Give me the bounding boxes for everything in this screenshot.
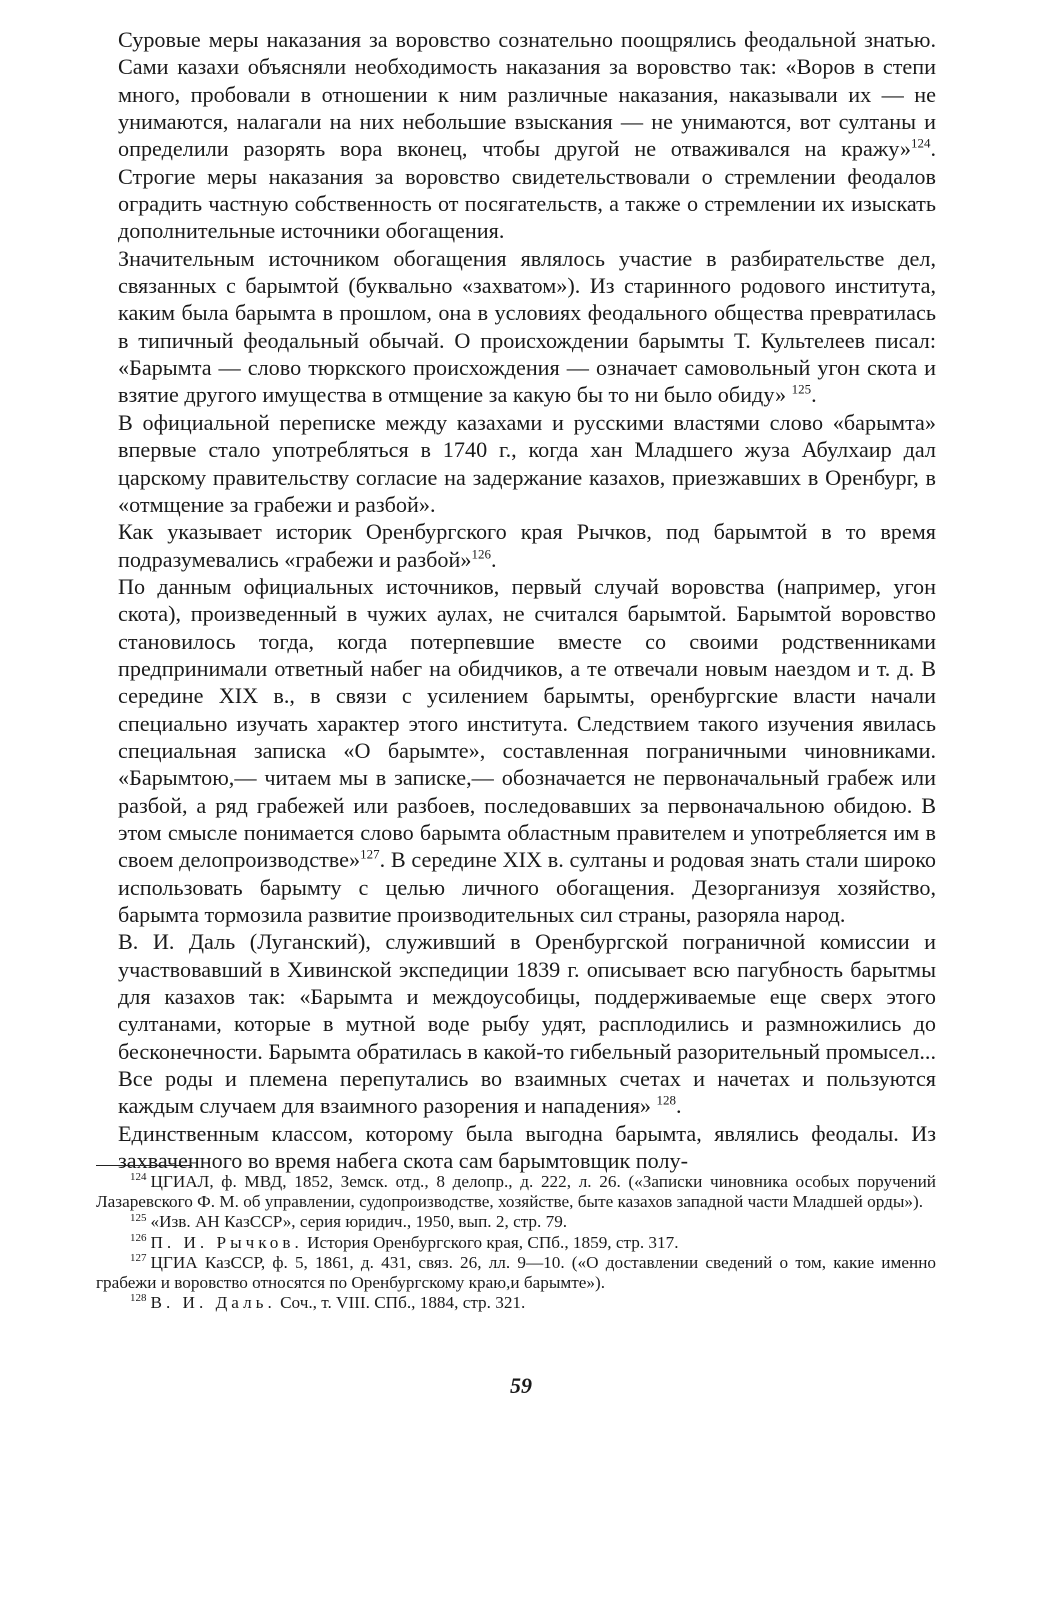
footnote-ref-124: 124 bbox=[910, 135, 931, 151]
footnote-ref-126: 126 bbox=[471, 546, 491, 562]
paragraph-1: Суровые меры наказания за воровство сознательно поощрялись феодальной знатью. Сами казахи объясняли необходимость наказания за воровство так: «Воров в степи много, пробовали в отношении к ним различные наказания, наказывали их — не унимаются, налагали на них небольшие взыскания — не унимаются, вот султаны и определили разорять вора вконец, чтобы другой не отваживался на кражу»$^{124}$. Строгие меры наказания за воровство свидетельствовали о стремлении феодалов оградить частную собственность от посягательств, а также о стремлении их изыскать дополнительные источники обогащения. bbox=[118, 27, 936, 244]
main-text bbox=[118, 26, 936, 1174]
footnote-124: $^{124}$ ЦГИАЛ, ф. МВД, 1852, Земск. отд., 8 делопр., д. 222, л. 26. («Записки чиновника особых поручений Лазаревского Ф. М. об управлении, судопроизводстве, хозяйстве, быте казахов западной части Младшей орды»). bbox=[96, 1171, 936, 1212]
footnote-127: $^{127}$ ЦГИА КазССР, ф. 5, 1861, д. 431, связ. 26, лл. 9—10. («О доставлении сведений о том, какие именно грабежи и воровство относятся по Оренбургскому краю,и барымте»). bbox=[96, 1252, 936, 1293]
footnotes bbox=[96, 1172, 936, 1313]
paragraph-6: В. И. Даль (Луганский), служивший в Оренбургской пограничной комиссии и участвовавший в Хивинской экспедиции 1839 г. описывает всю пагубность барытмы для казахов так: «Барымта и междоусобицы, поддерживаемые еще сверх этого султанами, которые в мутной воде рыбу удят, расплодились и размножились до бесконечности. Барымта обратилась в какой-то гибельный разорительный промысел... Все роды и племена перепутались во взаимных счетах и начетах и пользуются каждым случаем для взаимного разорения и нападения» $^{128}$. bbox=[118, 929, 936, 1119]
footnote-ref-127: 127 bbox=[360, 846, 380, 862]
footnote-125: $^{125}$ «Изв. АН КазССР», серия юридич., 1950, вып. 2, стр. 79. bbox=[130, 1211, 568, 1232]
footnote-ref-125: 125 bbox=[791, 382, 812, 398]
paragraph-3: В официальной переписке между казахами и русскими властями слово «барымта» впервые стало употребляться в 1740 г., когда хан Младшего жуза Абулхаир дал царскому правительству согласие на задержание казахов, приезжавших в Оренбург, в «отмщение за грабежи и разбой». bbox=[118, 409, 936, 517]
footnote-divider bbox=[96, 1165, 192, 1166]
footnote-ref-128: 128 bbox=[656, 1093, 677, 1109]
paragraph-7: Единственным классом, которому была выгодна барымта, являлись феодалы. Из захваченного во время набега скота сам барымтовщик полу- bbox=[118, 1120, 936, 1174]
paragraph-5: По данным официальных источников, первый случай воровства (например, угон скота), произведенный в чужих аулах, не считался барымтой. Барымтой воровство становилось тогда, когда потерпевшие вместе со своими родственниками предпринимали ответный набег на обидчиков, а те отвечали новым наездом и т. д. В середине XIX в., в связи с усилением барымты, оренбургские власти начали специально изучать характер этого института. Следствием такого изучения явилась специальная записка «О барымте», составленная пограничными чиновниками. «Барымтою,— читаем мы в записке,— обозначается не первоначальный грабеж или разбой, а ряд грабежей или разбоев, последовавших за первоначальною обидою. В этом смысле понимается слово барымта областным правителем и употребляется им в своем делопроизводстве»$^{127}$. В середине XIX в. султаны и родовая знать стали широко использовать барымту с целью личного обогащения. Дезорганизуя хозяйство, барымта тормозила развитие производительных сил страны, разоряла народ. bbox=[118, 573, 937, 927]
paragraph-2: Значительным источником обогащения являлось участие в разбирательстве дел, связанных с барымтой (буквально «захватом»). Из старинного родового института, каким была барымта в прошлом, она в условиях феодального общества превратилась в типичный феодальный обычай. О происхождении барымты Т. Культелеев писал: «Барымта — слово тюркского происхождения — означает самовольный угон скота и взятие другого имущества в отмщение за какую бы то ни было обиду» $^{125}$. bbox=[118, 245, 936, 408]
paragraph-4: Как указывает историк Оренбургского края Рычков, под барымтой в то время подразумевались «грабежи и разбой»$^{126}$. bbox=[118, 519, 936, 572]
footnote-128: $^{128}$ В. И. Даль. Соч., т. VIII. СПб., 1884, стр. 321. bbox=[130, 1292, 526, 1313]
page-number: 59 bbox=[510, 1373, 532, 1398]
footnote-126: $^{126}$ П. И. Рычков. История Оренбургского края, СПб., 1859, стр. 317. bbox=[130, 1231, 679, 1252]
